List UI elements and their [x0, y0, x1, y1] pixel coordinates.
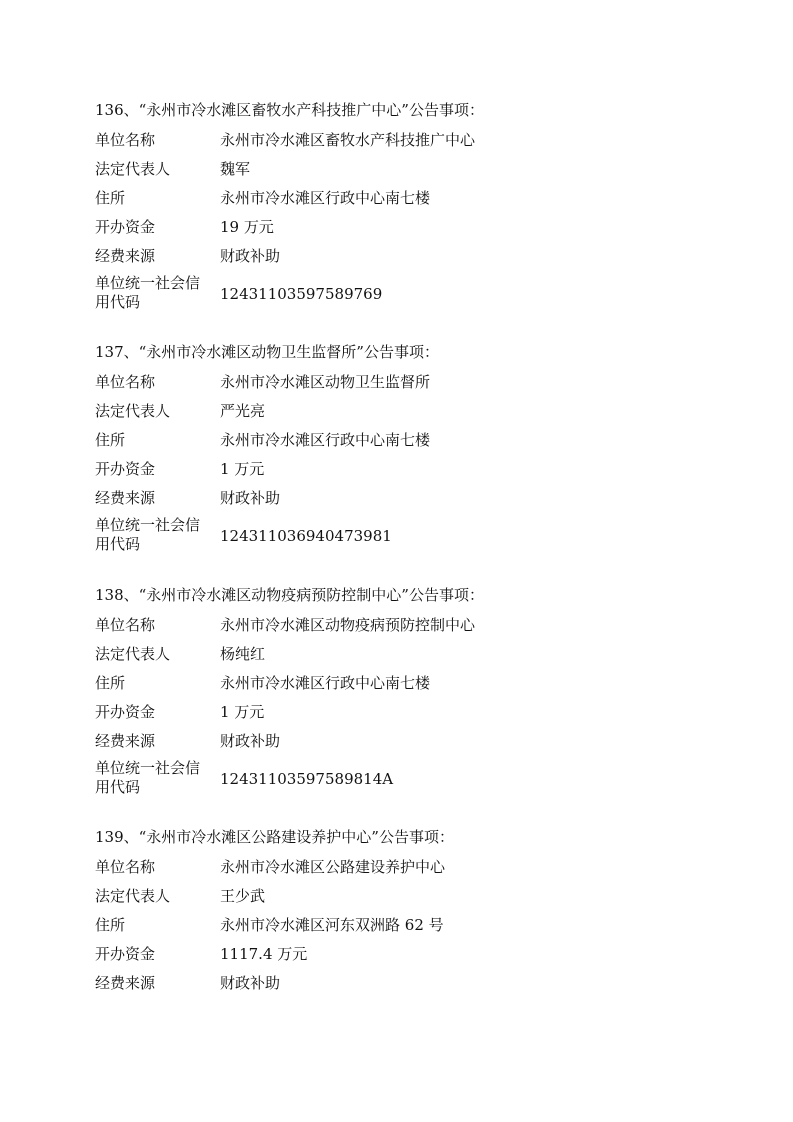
value-capital: 1 万元	[220, 460, 265, 478]
value-legal-rep: 严光亮	[220, 402, 266, 420]
row-name	[95, 857, 735, 886]
label-credit-code-line1: 单位统一社会信	[95, 274, 201, 292]
value-address: 永州市冷水滩区行政中心南七楼	[220, 674, 431, 692]
value-name: 永州市冷水滩区动物疫病预防控制中心	[220, 616, 476, 634]
value-address: 永州市冷水滩区行政中心南七楼	[220, 431, 431, 449]
value-capital: 19 万元	[220, 218, 274, 236]
row-capital	[95, 702, 735, 731]
row-address	[95, 915, 735, 944]
row-credit-code	[95, 759, 735, 799]
value-credit-code: 124311036940473981	[220, 527, 392, 545]
value-capital: 1 万元	[220, 703, 265, 721]
value-name: 永州市冷水滩区畜牧水产科技推广中心	[220, 131, 476, 149]
row-capital	[95, 944, 735, 973]
label-legal-rep: 法定代表人	[95, 645, 171, 663]
value-address: 永州市冷水滩区行政中心南七楼	[220, 189, 431, 207]
label-funding: 经费来源	[95, 489, 156, 507]
row-name	[95, 372, 735, 401]
row-funding	[95, 246, 735, 275]
label-credit-code-line2: 用代码	[95, 293, 141, 311]
value-name: 永州市冷水滩区动物卫生监督所	[220, 373, 431, 391]
value-address: 永州市冷水滩区河东双洲路 62 号	[220, 916, 444, 934]
row-legal-rep	[95, 401, 735, 430]
section-heading: 136、“永州市冷水滩区畜牧水产科技推广中心”公告事项：	[95, 101, 484, 119]
label-credit-code-line2: 用代码	[95, 778, 141, 796]
label-address: 住所	[95, 189, 126, 207]
label-funding: 经费来源	[95, 732, 156, 750]
label-name: 单位名称	[95, 858, 156, 876]
row-credit-code	[95, 274, 735, 314]
row-capital	[95, 217, 735, 246]
label-capital: 开办资金	[95, 945, 156, 963]
label-address: 住所	[95, 916, 126, 934]
row-funding	[95, 488, 735, 517]
row-address	[95, 673, 735, 702]
row-name	[95, 615, 735, 644]
label-legal-rep: 法定代表人	[95, 160, 171, 178]
section-heading: 138、“永州市冷水滩区动物疫病预防控制中心”公告事项：	[95, 586, 484, 604]
row-address	[95, 430, 735, 459]
value-funding: 财政补助	[220, 247, 281, 265]
section-heading: 139、“永州市冷水滩区公路建设养护中心”公告事项：	[95, 828, 454, 846]
label-name: 单位名称	[95, 616, 156, 634]
value-name: 永州市冷水滩区公路建设养护中心	[220, 858, 446, 876]
value-credit-code: 12431103597589814A	[220, 770, 394, 788]
label-credit-code	[95, 759, 215, 797]
label-funding: 经费来源	[95, 974, 156, 992]
row-funding	[95, 731, 735, 760]
label-credit-code	[95, 274, 215, 312]
value-legal-rep: 魏军	[220, 160, 251, 178]
row-funding	[95, 973, 735, 1002]
label-credit-code	[95, 516, 215, 554]
label-capital: 开办资金	[95, 703, 156, 721]
label-name: 单位名称	[95, 131, 156, 149]
value-credit-code: 12431103597589769	[220, 285, 383, 303]
label-credit-code-line1: 单位统一社会信	[95, 516, 201, 534]
label-funding: 经费来源	[95, 247, 156, 265]
row-legal-rep	[95, 886, 735, 915]
label-name: 单位名称	[95, 373, 156, 391]
label-address: 住所	[95, 674, 126, 692]
value-capital: 1117.4 万元	[220, 945, 308, 963]
row-legal-rep	[95, 644, 735, 673]
value-funding: 财政补助	[220, 974, 281, 992]
value-funding: 财政补助	[220, 732, 281, 750]
row-capital	[95, 459, 735, 488]
section-heading: 137、“永州市冷水滩区动物卫生监督所”公告事项：	[95, 343, 439, 361]
label-legal-rep: 法定代表人	[95, 402, 171, 420]
value-legal-rep: 王少武	[220, 887, 266, 905]
label-capital: 开办资金	[95, 218, 156, 236]
row-address	[95, 188, 735, 217]
value-funding: 财政补助	[220, 489, 281, 507]
row-name	[95, 130, 735, 159]
row-legal-rep	[95, 159, 735, 188]
label-credit-code-line2: 用代码	[95, 535, 141, 553]
label-credit-code-line1: 单位统一社会信	[95, 759, 201, 777]
label-legal-rep: 法定代表人	[95, 887, 171, 905]
label-address: 住所	[95, 431, 126, 449]
row-credit-code	[95, 516, 735, 556]
value-legal-rep: 杨纯红	[220, 645, 266, 663]
label-capital: 开办资金	[95, 460, 156, 478]
